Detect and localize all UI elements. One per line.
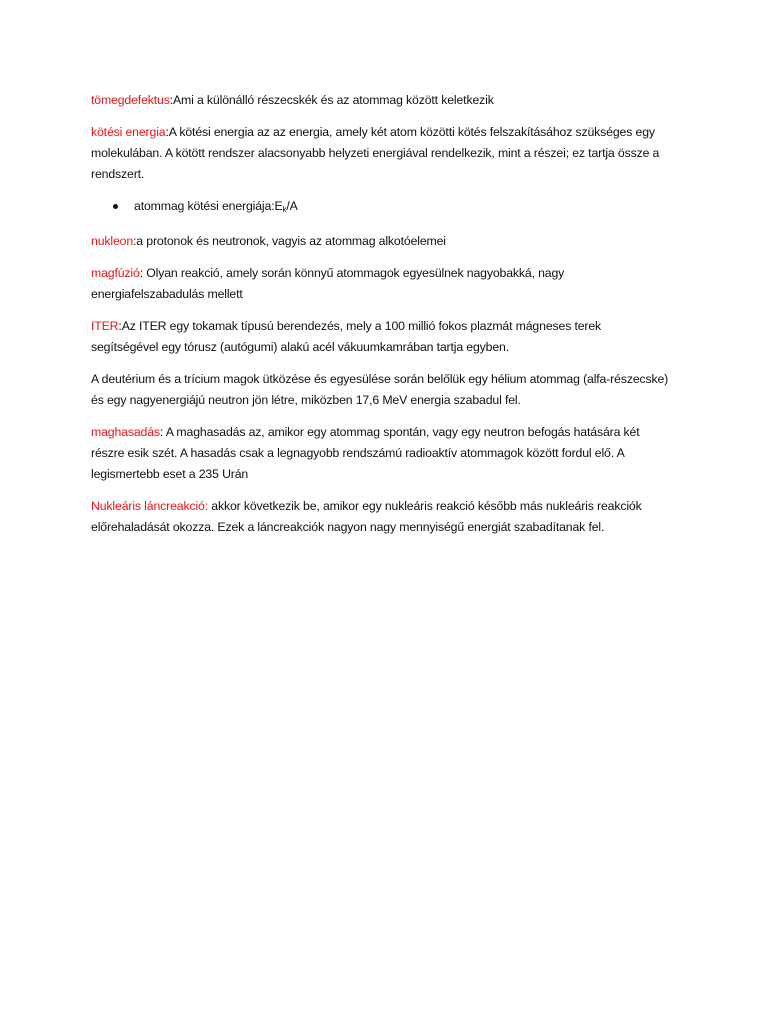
term-magfuzio: magfúzió — [91, 266, 140, 280]
bullet-item-atommag-kotesi-energiaja — [91, 196, 671, 220]
definition-lancreakcio: akkor következik be, amikor egy nukleáris reakció később más nukleáris reakciók előrehaladását okozza. Ezek a láncreakciók nagyon nagy mennyiségű energiát szabadítanak fel. — [91, 499, 642, 534]
bullet-subscript: k — [282, 205, 287, 214]
definition-maghasadas: : A maghasadás az, amikor egy atommag spontán, vagy egy neutron befogás hatására két részre esik szét. A hasadás csak a legnagyobb rendszámú radioaktív atommagok között fordul elő. A legismertebb eset a 235 Urán — [91, 425, 640, 481]
paragraph-lancreakcio — [91, 496, 671, 538]
term-lancreakcio: Nukleáris láncreakció: — [91, 499, 208, 513]
paragraph-deuterium — [91, 369, 671, 411]
term-tomegdefektus: tömegdefektus — [91, 93, 170, 107]
paragraph-kotesi-energia — [91, 122, 671, 185]
term-nukleon: nukleon — [91, 234, 134, 248]
term-iter: ITER — [91, 319, 119, 333]
bullet-text-tail: /A — [286, 199, 298, 213]
bullet-text: atommag kötési energiája:E — [134, 199, 283, 213]
paragraph-iter — [91, 316, 671, 358]
definition-kotesi-energia: :A kötési energia az az energia, amely két atom közötti kötés felszakításához szükséges egy molekulában. A kötött rendszer alacsonyabb helyzeti energiával rendelkezik, mint a részei; ez tartja össze a rendszert. — [91, 125, 660, 181]
definition-iter: :Az ITER egy tokamak típusú berendezés, mely a 100 millió fokos plazmát mágneses terek segítségével egy tórusz (autógumi) alakú acél vákuumkamrában tartja egyben. — [91, 319, 602, 354]
term-maghasadas: maghasadás — [91, 425, 160, 439]
definition-magfuzio: : Olyan reakció, amely során könnyű atommagok egyesülnek nagyobakká, nagy energiafelszabadulás mellett — [91, 266, 565, 301]
paragraph-maghasadas — [91, 422, 671, 485]
paragraph-tomegdefektus — [91, 90, 671, 111]
paragraph-nukleon — [91, 231, 671, 252]
text-deuterium: A deutérium és a trícium magok ütközése és egyesülése során belőlük egy hélium atommag (alfa-részecske) és egy nagyenergiájú neutron jön létre, miközben 17,6 MeV energia szabadul fel. — [91, 372, 669, 407]
term-kotesi-energia: kötési energia — [91, 125, 166, 139]
paragraph-magfuzio — [91, 263, 671, 305]
bullet-dot-icon — [113, 204, 118, 209]
document-page — [91, 90, 671, 549]
definition-tomegdefektus: :Ami a különálló részecskék és az atommag között keletkezik — [169, 93, 494, 107]
definition-nukleon: :a protonok és neutronok, vagyis az atommag alkotóelemei — [133, 234, 446, 248]
